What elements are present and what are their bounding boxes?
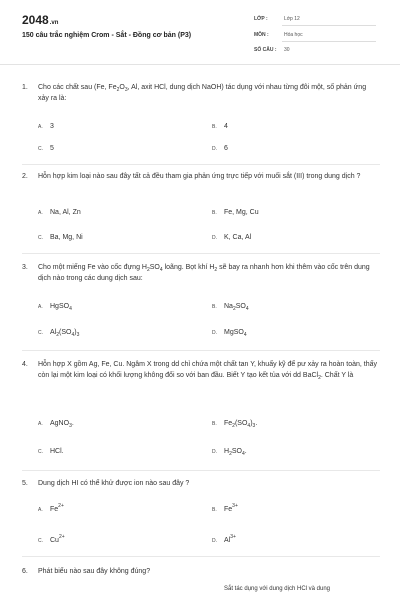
- question-separator: [22, 556, 380, 557]
- question-text: Phát biểu nào sau đây không đúng?: [38, 568, 151, 575]
- option-3d[interactable]: D. MgSO$_4$: [212, 329, 247, 338]
- site-logo[interactable]: 2048.vn: [22, 13, 59, 27]
- option-3a[interactable]: A. HgSO$_4$: [38, 303, 72, 312]
- option-4c[interactable]: C. HCl.: [38, 448, 64, 455]
- option-2b[interactable]: B. Fe, Mg, Cu: [212, 209, 259, 216]
- option-6b[interactable]: Sắt tác dụng với dung dịch HCl và dung: [224, 586, 330, 592]
- question-number: 3.: [22, 264, 28, 271]
- question-number: 2.: [22, 173, 28, 180]
- question-text: Cho một miếng Fe vào cốc đựng $H_2SO_4$ loãng. Bọt khí $H_2$ sẽ bay ra nhanh hơn khi thêm vào cốc trên dung dịch nào trong các dung dịch sau:: [38, 264, 370, 282]
- question-6: [22, 566, 380, 578]
- question-text: Cho các chất sau (Fe, $Fe_2O_3$, Al, axit HCl, dung dịch NaOH) tác dụng với nhau từng đôi một, số phản ứng xảy ra là:: [38, 84, 367, 102]
- question-separator: [22, 164, 380, 165]
- option-4d[interactable]: D. $H_2SO_4$.: [212, 448, 247, 457]
- question-number: 1.: [22, 84, 28, 91]
- page-header: 2048.vn 150 câu trắc nghiệm Crom - Sắt - Đồng cơ bản (P3) LỚP : Lớp 12 MÔN : Hóa học SỐ CÂU : 30: [0, 0, 400, 64]
- option-2a[interactable]: A. Na, Al, Zn: [38, 209, 81, 216]
- option-4a[interactable]: A. AgNO$_3$.: [38, 420, 74, 429]
- option-2d[interactable]: D. K, Ca, Al: [212, 234, 252, 241]
- option-1d[interactable]: D. 6: [212, 145, 228, 152]
- question-1: [22, 82, 380, 108]
- option-2c[interactable]: C. Ba, Mg, Ni: [38, 234, 83, 241]
- question-text: Hỗn hợp kim loại nào sau đây tất cả đều tham gia phản ứng trực tiếp với muối sắt (III) trong dung dịch ?: [38, 173, 361, 180]
- option-3b[interactable]: B. $Na_2SO_4$: [212, 303, 249, 312]
- question-separator: [22, 470, 380, 471]
- option-1b[interactable]: B. 4: [212, 123, 228, 130]
- option-5a[interactable]: A. $Fe^{2+}$: [38, 503, 64, 513]
- option-5b[interactable]: B. $Fe^{3+}$: [212, 503, 238, 513]
- question-separator: [22, 253, 380, 254]
- question-3: [22, 262, 380, 288]
- question-text: Hỗn hợp X gồm Ag, Fe, Cu. Ngâm X trong dd chỉ chứa một chất tan Y, khuấy kỹ để pư xảy ra hoàn toàn, thấy còn lại một kim loại có khối lượng không đổi so với ban đầu. Biết Y tạo kết tủa với dd BaCl$_2$. Chất Y là: [38, 361, 378, 381]
- question-4: [22, 359, 380, 399]
- option-4b[interactable]: B. $Fe_2(SO_4)_3$.: [212, 420, 258, 429]
- option-3c[interactable]: C. $Al_2(SO_4)_3$: [38, 329, 80, 338]
- question-2: [22, 171, 380, 197]
- option-1a[interactable]: A. 3: [38, 123, 54, 130]
- question-5: [22, 478, 380, 490]
- question-number: 4.: [22, 361, 28, 368]
- header-divider: [0, 64, 400, 65]
- question-number: 6.: [22, 568, 28, 575]
- question-number: 5.: [22, 480, 28, 487]
- question-text: Dung dịch HI có thể khử được ion nào sau đây ?: [38, 480, 190, 487]
- question-separator: [22, 350, 380, 351]
- option-5d[interactable]: D. $Al^{3+}$: [212, 534, 236, 544]
- option-1c[interactable]: C. 5: [38, 145, 54, 152]
- document-title: 150 câu trắc nghiệm Crom - Sắt - Đồng cơ bản (P3): [22, 32, 192, 39]
- option-5c[interactable]: C. $Cu^{2+}$: [38, 534, 65, 544]
